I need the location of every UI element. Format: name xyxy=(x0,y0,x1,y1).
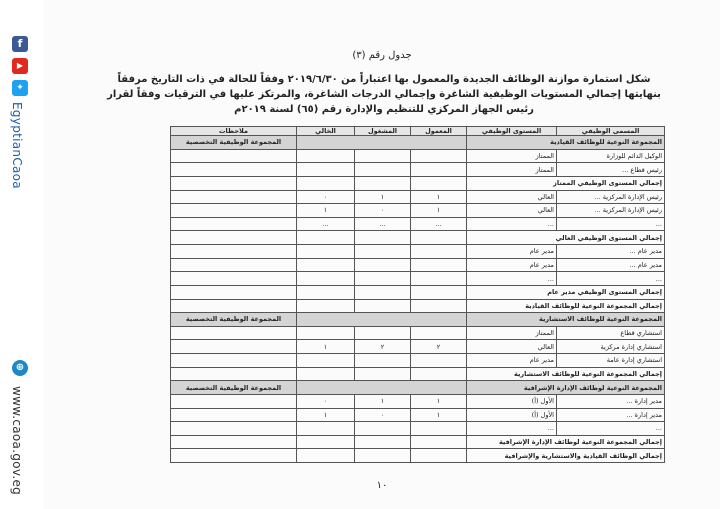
table-cell xyxy=(355,354,411,368)
table-cell xyxy=(411,285,467,299)
table-cell: الممتاز xyxy=(467,326,557,340)
table-cell xyxy=(297,258,355,272)
table-cell xyxy=(355,367,411,381)
table-cell: رئيس الإدارة المركزية ... xyxy=(557,204,665,218)
table-cell: ... xyxy=(467,217,557,231)
section-spacer xyxy=(297,136,467,150)
table-cell xyxy=(171,354,297,368)
section-note: المجموعة الوظيفية التخصصية xyxy=(171,136,297,150)
social-handle: EgyptianCaoa xyxy=(10,102,24,189)
document-page xyxy=(44,0,720,509)
table-row xyxy=(171,326,665,340)
table-cell xyxy=(297,435,355,449)
table-cell: الممتاز xyxy=(467,163,557,177)
total-label: إجمالي المستوى الوظيفي الممتاز xyxy=(467,176,665,190)
table-number: جدول رقم (٣) xyxy=(352,50,412,61)
table-row xyxy=(171,204,665,218)
total-row xyxy=(171,449,665,463)
table-cell xyxy=(411,449,467,463)
table-body xyxy=(171,136,665,463)
table-cell xyxy=(171,299,297,313)
total-label: إجمالي المستوى الوظيفي العالي xyxy=(467,231,665,245)
table-cell xyxy=(171,258,297,272)
total-label: إجمالي المجموعة النوعية للوظائف القيادية xyxy=(467,299,665,313)
table-row xyxy=(171,149,665,163)
table-cell xyxy=(411,163,467,177)
table-cell xyxy=(411,231,467,245)
section-spacer xyxy=(297,313,467,327)
table-cell xyxy=(411,367,467,381)
total-label: إجمالي المجموعة النوعية لوظائف الإدارة الإشرافية xyxy=(467,435,665,449)
table-cell: ٢ xyxy=(355,340,411,354)
table-row xyxy=(171,340,665,354)
total-row xyxy=(171,299,665,313)
table-cell: رئيس الإدارة المركزية ... xyxy=(557,190,665,204)
table-cell: ١ xyxy=(411,408,467,422)
table-cell xyxy=(171,176,297,190)
table-row xyxy=(171,163,665,177)
table-row xyxy=(171,394,665,408)
section-spacer xyxy=(297,381,467,395)
table-cell xyxy=(171,245,297,259)
table-row xyxy=(171,354,665,368)
table-cell: مدير عام ... xyxy=(557,245,665,259)
table-cell: الوكيل الدائم للوزارة xyxy=(557,149,665,163)
table-cell xyxy=(355,422,411,436)
column-header: المعمول xyxy=(411,127,467,136)
table-cell xyxy=(171,163,297,177)
table-cell: مدير عام xyxy=(467,258,557,272)
table-cell xyxy=(411,422,467,436)
table-cell xyxy=(355,163,411,177)
section-label: المجموعة النوعية للوظائف القيادية xyxy=(467,136,665,150)
table-cell: ١ xyxy=(297,340,355,354)
budget-table xyxy=(170,126,665,463)
table-cell: ... xyxy=(467,422,557,436)
section-row xyxy=(171,381,665,395)
table-cell xyxy=(297,149,355,163)
table-cell: ... xyxy=(355,217,411,231)
table-cell: ٠ xyxy=(355,204,411,218)
table-cell xyxy=(411,176,467,190)
table-cell: مدير عام xyxy=(467,245,557,259)
table-cell: الممتاز xyxy=(467,149,557,163)
table-cell xyxy=(355,299,411,313)
column-header: ملاحظات xyxy=(171,127,297,136)
total-label: إجمالي المجموعة النوعية للوظائف الاستشارية xyxy=(467,367,665,381)
table-cell xyxy=(355,176,411,190)
table-cell: ... xyxy=(297,217,355,231)
section-note: المجموعة الوظيفية التخصصية xyxy=(171,381,297,395)
table-row xyxy=(171,408,665,422)
table-cell xyxy=(297,299,355,313)
facebook-icon[interactable]: f xyxy=(12,36,28,52)
total-row xyxy=(171,176,665,190)
section-row xyxy=(171,136,665,150)
table-cell: رئيس قطاع ... xyxy=(557,163,665,177)
section-row xyxy=(171,313,665,327)
intro-paragraph: شكل استمارة موازنة الوظائف الجديدة والمعمول بها اعتباراً من ٢٠١٩/٦/٣٠ وفقاً للحالة في ذات التاريخ مرفقاً بنهايتها إجمالي المستويات الوظيفية الشاغرة وإجمالي الدرجات الشاغرة، والمرتكز عليها في الترقيات وفقاً لقرار رئيس الجهاز المركزي للتنظيم والإدارة رقم (٦٥) لسنة ٢٠١٩م xyxy=(107,74,661,115)
table-cell xyxy=(297,231,355,245)
table-cell xyxy=(355,449,411,463)
table-row xyxy=(171,217,665,231)
table-cell xyxy=(171,149,297,163)
table-cell xyxy=(355,272,411,286)
table-row xyxy=(171,422,665,436)
table-cell xyxy=(411,326,467,340)
table-row xyxy=(171,272,665,286)
table-cell: ... xyxy=(557,272,665,286)
sidebar xyxy=(0,0,42,509)
table-cell: العالي xyxy=(467,340,557,354)
table-row xyxy=(171,190,665,204)
website-link[interactable]: www.caoa.gov.eg xyxy=(10,386,24,496)
section-label: المجموعة النوعية لوظائف الإدارة الإشرافية xyxy=(467,381,665,395)
table-header-row xyxy=(171,127,665,136)
table-cell xyxy=(411,272,467,286)
table-cell xyxy=(171,217,297,231)
total-row xyxy=(171,285,665,299)
table-cell: الأول (أ) xyxy=(467,408,557,422)
table-cell xyxy=(297,176,355,190)
youtube-icon[interactable]: ▶ xyxy=(12,58,28,74)
table-cell: ... xyxy=(557,217,665,231)
table-cell xyxy=(355,149,411,163)
section-label: المجموعة النوعية للوظائف الاستشارية xyxy=(467,313,665,327)
column-header: الخالي xyxy=(297,127,355,136)
table-cell: استشاري إدارة عامة xyxy=(557,354,665,368)
table-cell xyxy=(297,367,355,381)
table-cell xyxy=(171,449,297,463)
table-cell xyxy=(297,245,355,259)
table-cell: ... xyxy=(557,422,665,436)
table-cell xyxy=(297,422,355,436)
table-cell xyxy=(171,367,297,381)
table-cell: ١ xyxy=(297,204,355,218)
table-cell xyxy=(411,245,467,259)
table-cell xyxy=(297,326,355,340)
table-cell xyxy=(297,272,355,286)
table-cell xyxy=(355,231,411,245)
table-cell xyxy=(355,326,411,340)
table-cell: العالي xyxy=(467,204,557,218)
table-cell xyxy=(411,435,467,449)
table-cell xyxy=(171,435,297,449)
total-row xyxy=(171,231,665,245)
table-cell xyxy=(171,340,297,354)
table-cell: الأول (أ) xyxy=(467,394,557,408)
total-label: إجمالي المستوى الوظيفي مدير عام xyxy=(467,285,665,299)
table-row xyxy=(171,258,665,272)
table-cell xyxy=(171,190,297,204)
table-cell xyxy=(171,285,297,299)
table-cell xyxy=(411,258,467,272)
table-cell xyxy=(171,394,297,408)
table-cell: مدير عام ... xyxy=(557,258,665,272)
table-cell: ٠ xyxy=(297,190,355,204)
table-cell xyxy=(171,204,297,218)
table-cell xyxy=(355,258,411,272)
table-cell: ٢ xyxy=(411,340,467,354)
table-cell xyxy=(411,299,467,313)
table-cell xyxy=(297,163,355,177)
twitter-icon[interactable]: ✦ xyxy=(12,80,28,96)
table-cell: ١ xyxy=(411,204,467,218)
table-cell xyxy=(171,231,297,245)
table-cell xyxy=(171,272,297,286)
table-cell: ١ xyxy=(355,190,411,204)
table-cell xyxy=(355,435,411,449)
table-cell xyxy=(171,408,297,422)
table-cell: ٠ xyxy=(355,408,411,422)
table-cell xyxy=(411,149,467,163)
table-cell: العالي xyxy=(467,190,557,204)
column-header: المسمى الوظيفي xyxy=(557,127,665,136)
table-row xyxy=(171,245,665,259)
table-cell xyxy=(355,285,411,299)
section-note: المجموعة الوظيفية التخصصية xyxy=(171,313,297,327)
table-cell: ١ xyxy=(297,408,355,422)
table-cell: استشاري إدارة مركزية xyxy=(557,340,665,354)
table-cell: ... xyxy=(467,272,557,286)
table-cell xyxy=(171,422,297,436)
table-cell xyxy=(411,354,467,368)
table-cell: ١ xyxy=(411,394,467,408)
table-cell xyxy=(297,449,355,463)
table-cell: ٠ xyxy=(297,394,355,408)
table-cell: ... xyxy=(411,217,467,231)
column-header: المستوى الوظيفي xyxy=(467,127,557,136)
web-icon[interactable]: ⊕ xyxy=(12,360,28,376)
total-row xyxy=(171,435,665,449)
table-cell xyxy=(297,285,355,299)
page-number: ١٠ xyxy=(376,480,388,491)
column-header: المشغول xyxy=(355,127,411,136)
table-cell: ١ xyxy=(411,190,467,204)
table-cell: ١ xyxy=(355,394,411,408)
table-cell xyxy=(355,245,411,259)
table-cell: مدير إدارة ... xyxy=(557,408,665,422)
table-cell: مدير عام xyxy=(467,354,557,368)
total-row xyxy=(171,367,665,381)
table-cell: مدير إدارة ... xyxy=(557,394,665,408)
table-cell: استشاري قطاع xyxy=(557,326,665,340)
table-cell xyxy=(297,354,355,368)
total-label: إجمالي الوظائف القيادية والاستشارية والإشرافية xyxy=(467,449,665,463)
table-cell xyxy=(171,326,297,340)
